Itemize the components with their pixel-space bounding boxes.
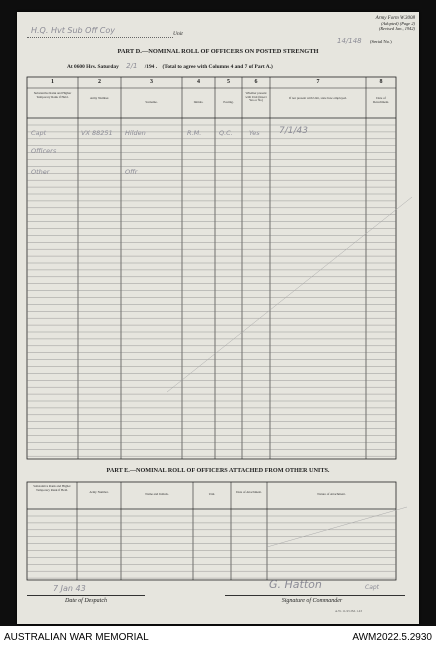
form-page: [17, 12, 419, 624]
col-header-army-number: Army Number.: [89, 490, 109, 494]
col-number: 6: [254, 79, 258, 85]
col-number: 5: [227, 79, 230, 85]
footer-institution: AUSTRALIAN WAR MEMORIAL: [4, 632, 149, 643]
col-header-unit: Unit.: [208, 492, 216, 496]
col-header-surname: Surname.: [145, 100, 158, 104]
serial-label: (Serial No.): [370, 39, 392, 44]
subtitle-note: (Total to agree with Columns 4 and 7 of Part A.): [162, 64, 273, 70]
form-page-text: (Page 2): [399, 21, 415, 26]
form-revised: (Revised Jan., 1942): [378, 26, 415, 31]
col-number: 8: [379, 79, 383, 85]
col-header-army-number: Army Number.: [89, 96, 110, 100]
cell: Capt: [31, 129, 47, 137]
form-title: Army Form W.3008: [375, 16, 415, 21]
col-number: 4: [197, 79, 200, 85]
date-of-despatch-label: Date of Despatch: [65, 598, 107, 604]
signature-line: [225, 595, 405, 596]
serial-handwritten: 14/148: [337, 37, 362, 45]
date-handwritten: 2/1: [126, 62, 138, 70]
col-header-employed: If not present with Unit, state how employed.: [289, 96, 347, 100]
col-number: 1: [51, 79, 54, 85]
despatch-line: [27, 595, 145, 596]
cell: R.M.: [187, 129, 202, 137]
cell: 7/1/43: [279, 126, 308, 136]
signature-label: Signature of Commander: [281, 598, 343, 604]
col-header-present: Whether present with Unit (Insert Yes or No): [245, 91, 267, 103]
unit-label: Unit: [173, 31, 183, 37]
archive-footer: [0, 626, 436, 653]
col-number: 7: [316, 79, 320, 85]
part-e-grid: [17, 12, 419, 624]
col-header-detachment: Date of Detachment.: [372, 96, 390, 104]
col-header-attachment-nature: Nature of Attachment.: [317, 492, 346, 496]
cell: Offr: [125, 168, 138, 176]
col-number: 3: [150, 79, 153, 85]
cell: Yes: [249, 129, 260, 137]
cell: Q.C.: [219, 129, 233, 137]
cell: Hilden: [125, 129, 146, 137]
part-e-title: PART E.—NOMINAL ROLL OF OFFICERS ATTACHED FROM OTHER UNITS.: [106, 467, 330, 474]
cell: VX 88251: [81, 129, 113, 137]
subtitle-prefix: At 0600 Hrs. Saturday: [67, 64, 119, 70]
cell: Officers: [31, 147, 57, 155]
col-header-name: Name and Initials.: [145, 492, 169, 496]
col-header-rank: Substantive Rank and Higher Temporary Rank if Held.: [33, 91, 72, 99]
col-header-initials: Initials.: [193, 100, 204, 104]
cell: Other: [31, 168, 50, 176]
part-d-title: PART D.—NOMINAL ROLL OF OFFICERS ON POSTED STRENGTH: [117, 48, 319, 55]
col-header-rank: Substantive Rank and Higher Temporary Rank if Held.: [33, 484, 71, 492]
commander-suffix: Capt: [365, 584, 380, 591]
col-header-attachment-date: Date of Attachment.: [236, 490, 262, 494]
unit-handwritten: H.Q. Hvt Sub Off Coy: [31, 26, 115, 35]
form-adopted-text: (Adopted): [381, 21, 399, 26]
print-code: A.W. 11/43 2M. 1.43: [335, 609, 362, 613]
col-number: 2: [98, 79, 101, 85]
despatch-handwritten: 7 Jan 43: [53, 584, 86, 593]
col-header-posting: Posting.: [223, 100, 234, 104]
subtitle-year: /194 .: [144, 64, 158, 70]
footer-accession: AWM2022.5.2930: [352, 632, 432, 643]
commander-signature: G. Hatton: [269, 578, 322, 591]
